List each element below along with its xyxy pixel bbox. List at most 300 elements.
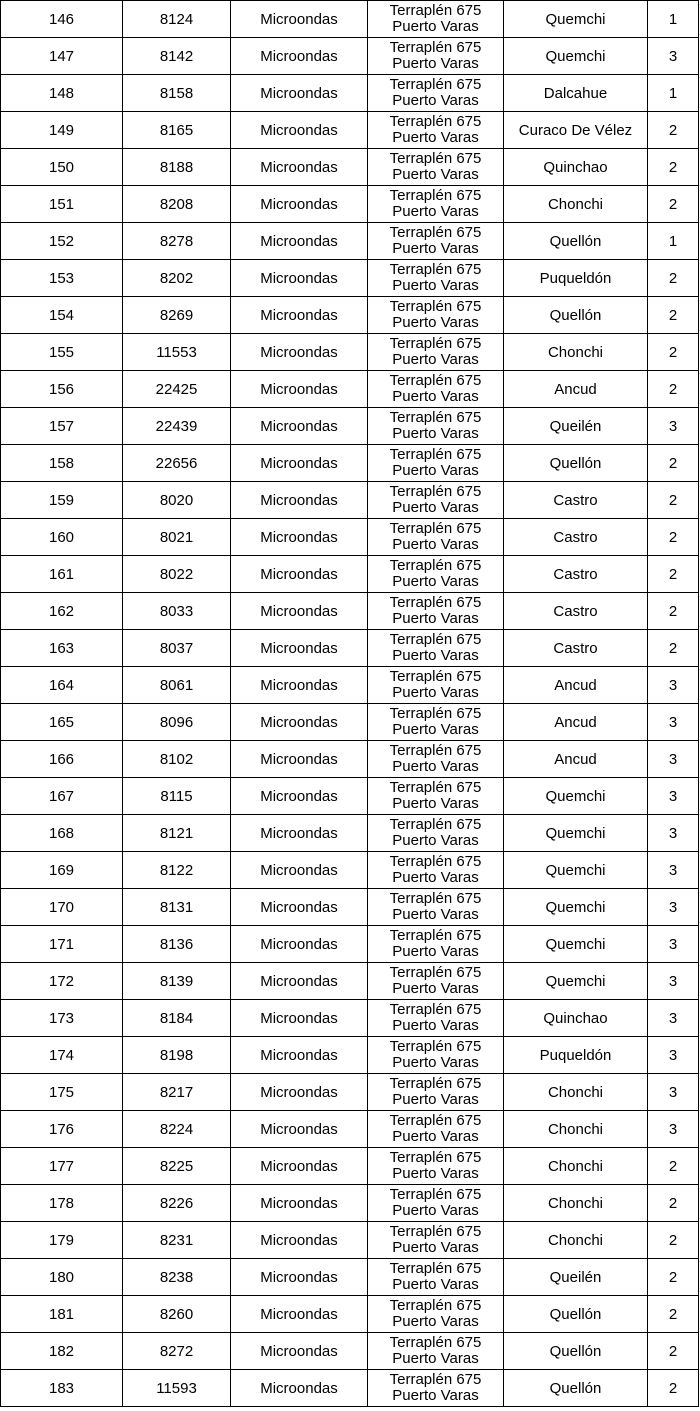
row-number-cell: 155 — [1, 334, 123, 371]
address-street: Terraplén 675 — [389, 1297, 482, 1314]
equipment-type-cell: Microondas — [231, 1333, 368, 1370]
row-number-cell: 161 — [1, 556, 123, 593]
address-street: Terraplén 675 — [389, 113, 482, 130]
comuna-cell: Quellón — [504, 297, 648, 334]
equipment-type-cell: Microondas — [231, 704, 368, 741]
address-cell — [368, 1074, 504, 1111]
equipment-type-cell: Microondas — [231, 334, 368, 371]
equipment-type-cell: Microondas — [231, 112, 368, 149]
address-city: Puerto Varas — [392, 1387, 479, 1404]
comuna-cell: Quellón — [504, 1333, 648, 1370]
address-street: Terraplén 675 — [389, 890, 482, 907]
table-row — [1, 1148, 699, 1185]
equipment-type-cell: Microondas — [231, 593, 368, 630]
code-cell: 8278 — [123, 223, 231, 260]
code-cell: 8202 — [123, 260, 231, 297]
code-cell: 8260 — [123, 1296, 231, 1333]
address-city: Puerto Varas — [392, 1054, 479, 1071]
row-number-cell: 146 — [1, 1, 123, 38]
row-number-cell: 164 — [1, 667, 123, 704]
address-street: Terraplén 675 — [389, 964, 482, 981]
address-street: Terraplén 675 — [389, 261, 482, 278]
code-cell: 11593 — [123, 1370, 231, 1407]
address-cell — [368, 112, 504, 149]
comuna-cell: Queilén — [504, 408, 648, 445]
address-city: Puerto Varas — [392, 721, 479, 738]
code-cell: 8165 — [123, 112, 231, 149]
row-number-cell: 172 — [1, 963, 123, 1000]
comuna-cell: Quemchi — [504, 815, 648, 852]
address-city: Puerto Varas — [392, 1239, 479, 1256]
quantity-cell: 3 — [648, 963, 699, 1000]
equipment-type-cell: Microondas — [231, 482, 368, 519]
comuna-cell: Quellón — [504, 223, 648, 260]
address-city: Puerto Varas — [392, 129, 479, 146]
quantity-cell: 2 — [648, 630, 699, 667]
row-number-cell: 150 — [1, 149, 123, 186]
address-city: Puerto Varas — [392, 1202, 479, 1219]
quantity-cell: 2 — [648, 556, 699, 593]
code-cell: 8115 — [123, 778, 231, 815]
quantity-cell: 3 — [648, 815, 699, 852]
address-street: Terraplén 675 — [389, 1149, 482, 1166]
code-cell: 22656 — [123, 445, 231, 482]
address-street: Terraplén 675 — [389, 372, 482, 389]
row-number-cell: 156 — [1, 371, 123, 408]
comuna-cell: Quinchao — [504, 1000, 648, 1037]
table-row — [1, 1259, 699, 1296]
address-street: Terraplén 675 — [389, 1334, 482, 1351]
quantity-cell: 2 — [648, 593, 699, 630]
comuna-cell: Quemchi — [504, 38, 648, 75]
row-number-cell: 158 — [1, 445, 123, 482]
quantity-cell: 3 — [648, 1074, 699, 1111]
address-cell — [368, 1370, 504, 1407]
equipment-type-cell: Microondas — [231, 1259, 368, 1296]
quantity-cell: 2 — [648, 1185, 699, 1222]
table-row — [1, 186, 699, 223]
address-city: Puerto Varas — [392, 166, 479, 183]
table-row — [1, 1370, 699, 1407]
row-number-cell: 154 — [1, 297, 123, 334]
table-row — [1, 1222, 699, 1259]
comuna-cell: Ancud — [504, 741, 648, 778]
address-street: Terraplén 675 — [389, 594, 482, 611]
equipment-type-cell: Microondas — [231, 815, 368, 852]
address-cell — [368, 1, 504, 38]
address-street: Terraplén 675 — [389, 76, 482, 93]
equipment-type-cell: Microondas — [231, 1222, 368, 1259]
quantity-cell: 2 — [648, 1333, 699, 1370]
equipment-type-cell: Microondas — [231, 1111, 368, 1148]
address-cell — [368, 963, 504, 1000]
equipment-type-cell: Microondas — [231, 1074, 368, 1111]
equipment-type-cell: Microondas — [231, 1, 368, 38]
address-street: Terraplén 675 — [389, 224, 482, 241]
table-row — [1, 593, 699, 630]
table-row — [1, 1, 699, 38]
quantity-cell: 3 — [648, 38, 699, 75]
quantity-cell: 3 — [648, 741, 699, 778]
address-cell — [368, 815, 504, 852]
address-street: Terraplén 675 — [389, 2, 482, 19]
address-city: Puerto Varas — [392, 573, 479, 590]
address-city: Puerto Varas — [392, 92, 479, 109]
address-city: Puerto Varas — [392, 314, 479, 331]
address-city: Puerto Varas — [392, 980, 479, 997]
table-row — [1, 519, 699, 556]
equipment-type-cell: Microondas — [231, 556, 368, 593]
quantity-cell: 1 — [648, 1, 699, 38]
equipment-type-cell: Microondas — [231, 519, 368, 556]
comuna-cell: Ancud — [504, 667, 648, 704]
table-row — [1, 778, 699, 815]
comuna-cell: Puqueldón — [504, 260, 648, 297]
address-city: Puerto Varas — [392, 1276, 479, 1293]
address-cell — [368, 1000, 504, 1037]
address-street: Terraplén 675 — [389, 39, 482, 56]
table-row — [1, 408, 699, 445]
table-row — [1, 741, 699, 778]
equipment-type-cell: Microondas — [231, 1148, 368, 1185]
address-street: Terraplén 675 — [389, 557, 482, 574]
address-cell — [368, 889, 504, 926]
equipment-type-cell: Microondas — [231, 149, 368, 186]
address-city: Puerto Varas — [392, 795, 479, 812]
code-cell: 8124 — [123, 1, 231, 38]
table-row — [1, 556, 699, 593]
row-number-cell: 180 — [1, 1259, 123, 1296]
table-row — [1, 1074, 699, 1111]
address-city: Puerto Varas — [392, 388, 479, 405]
row-number-cell: 170 — [1, 889, 123, 926]
row-number-cell: 165 — [1, 704, 123, 741]
address-street: Terraplén 675 — [389, 1038, 482, 1055]
address-city: Puerto Varas — [392, 1313, 479, 1330]
comuna-cell: Quemchi — [504, 1, 648, 38]
address-cell — [368, 556, 504, 593]
equipment-type-cell: Microondas — [231, 1185, 368, 1222]
table-row — [1, 1000, 699, 1037]
equipment-type-cell: Microondas — [231, 38, 368, 75]
comuna-cell: Quinchao — [504, 149, 648, 186]
comuna-cell: Quemchi — [504, 778, 648, 815]
row-number-cell: 163 — [1, 630, 123, 667]
address-street: Terraplén 675 — [389, 1223, 482, 1240]
code-cell: 22425 — [123, 371, 231, 408]
quantity-cell: 2 — [648, 519, 699, 556]
quantity-cell: 2 — [648, 1148, 699, 1185]
row-number-cell: 157 — [1, 408, 123, 445]
address-cell — [368, 704, 504, 741]
address-street: Terraplén 675 — [389, 409, 482, 426]
address-city: Puerto Varas — [392, 610, 479, 627]
address-cell — [368, 186, 504, 223]
address-cell — [368, 482, 504, 519]
equipment-type-cell: Microondas — [231, 186, 368, 223]
address-city: Puerto Varas — [392, 240, 479, 257]
equipment-type-cell: Microondas — [231, 667, 368, 704]
table-row — [1, 445, 699, 482]
table-row — [1, 926, 699, 963]
quantity-cell: 3 — [648, 667, 699, 704]
address-cell — [368, 334, 504, 371]
comuna-cell: Castro — [504, 593, 648, 630]
quantity-cell: 3 — [648, 1000, 699, 1037]
code-cell: 8188 — [123, 149, 231, 186]
address-city: Puerto Varas — [392, 758, 479, 775]
equipment-type-cell: Microondas — [231, 408, 368, 445]
address-street: Terraplén 675 — [389, 298, 482, 315]
table-row — [1, 297, 699, 334]
address-street: Terraplén 675 — [389, 816, 482, 833]
code-cell: 8184 — [123, 1000, 231, 1037]
code-cell: 8061 — [123, 667, 231, 704]
row-number-cell: 171 — [1, 926, 123, 963]
table-row — [1, 149, 699, 186]
row-number-cell: 175 — [1, 1074, 123, 1111]
code-cell: 8208 — [123, 186, 231, 223]
address-city: Puerto Varas — [392, 425, 479, 442]
code-cell: 8139 — [123, 963, 231, 1000]
address-city: Puerto Varas — [392, 351, 479, 368]
equipment-type-cell: Microondas — [231, 297, 368, 334]
address-city: Puerto Varas — [392, 869, 479, 886]
comuna-cell: Ancud — [504, 371, 648, 408]
quantity-cell: 2 — [648, 1370, 699, 1407]
quantity-cell: 3 — [648, 1111, 699, 1148]
table-row — [1, 1111, 699, 1148]
address-street: Terraplén 675 — [389, 1371, 482, 1388]
comuna-cell: Chonchi — [504, 186, 648, 223]
address-cell — [368, 667, 504, 704]
table-row — [1, 889, 699, 926]
comuna-cell: Quellón — [504, 445, 648, 482]
table-row — [1, 1185, 699, 1222]
quantity-cell: 2 — [648, 1296, 699, 1333]
address-cell — [368, 408, 504, 445]
row-number-cell: 174 — [1, 1037, 123, 1074]
code-cell: 8158 — [123, 75, 231, 112]
code-cell: 22439 — [123, 408, 231, 445]
address-city: Puerto Varas — [392, 55, 479, 72]
table-row — [1, 260, 699, 297]
address-city: Puerto Varas — [392, 1350, 479, 1367]
comuna-cell: Chonchi — [504, 1074, 648, 1111]
quantity-cell: 3 — [648, 408, 699, 445]
row-number-cell: 177 — [1, 1148, 123, 1185]
code-cell: 8231 — [123, 1222, 231, 1259]
comuna-cell: Chonchi — [504, 1185, 648, 1222]
row-number-cell: 179 — [1, 1222, 123, 1259]
address-cell — [368, 852, 504, 889]
address-cell — [368, 75, 504, 112]
table-row — [1, 1333, 699, 1370]
comuna-cell: Quemchi — [504, 963, 648, 1000]
quantity-cell: 2 — [648, 482, 699, 519]
comuna-cell: Quellón — [504, 1296, 648, 1333]
address-city: Puerto Varas — [392, 1128, 479, 1145]
address-cell — [368, 926, 504, 963]
comuna-cell: Chonchi — [504, 1148, 648, 1185]
equipment-type-cell: Microondas — [231, 963, 368, 1000]
quantity-cell: 2 — [648, 445, 699, 482]
address-cell — [368, 593, 504, 630]
row-number-cell: 169 — [1, 852, 123, 889]
address-street: Terraplén 675 — [389, 335, 482, 352]
address-cell — [368, 1148, 504, 1185]
address-street: Terraplén 675 — [389, 1001, 482, 1018]
address-city: Puerto Varas — [392, 18, 479, 35]
table-row — [1, 334, 699, 371]
row-number-cell: 178 — [1, 1185, 123, 1222]
table-row — [1, 852, 699, 889]
quantity-cell: 1 — [648, 223, 699, 260]
address-cell — [368, 149, 504, 186]
row-number-cell: 176 — [1, 1111, 123, 1148]
equipment-type-cell: Microondas — [231, 371, 368, 408]
table-row — [1, 112, 699, 149]
quantity-cell: 2 — [648, 297, 699, 334]
address-cell — [368, 741, 504, 778]
address-street: Terraplén 675 — [389, 187, 482, 204]
address-city: Puerto Varas — [392, 499, 479, 516]
address-street: Terraplén 675 — [389, 1260, 482, 1277]
table-row — [1, 704, 699, 741]
address-street: Terraplén 675 — [389, 1112, 482, 1129]
address-city: Puerto Varas — [392, 536, 479, 553]
equipment-type-cell: Microondas — [231, 75, 368, 112]
comuna-cell: Castro — [504, 519, 648, 556]
quantity-cell: 3 — [648, 852, 699, 889]
address-cell — [368, 223, 504, 260]
row-number-cell: 159 — [1, 482, 123, 519]
comuna-cell: Quellón — [504, 1370, 648, 1407]
code-cell: 8131 — [123, 889, 231, 926]
address-street: Terraplén 675 — [389, 705, 482, 722]
comuna-cell: Dalcahue — [504, 75, 648, 112]
quantity-cell: 2 — [648, 334, 699, 371]
quantity-cell: 2 — [648, 186, 699, 223]
comuna-cell: Castro — [504, 482, 648, 519]
quantity-cell: 3 — [648, 1037, 699, 1074]
comuna-cell: Castro — [504, 556, 648, 593]
equipment-type-cell: Microondas — [231, 260, 368, 297]
equipment-type-cell: Microondas — [231, 1037, 368, 1074]
code-cell: 8121 — [123, 815, 231, 852]
equipment-type-cell: Microondas — [231, 778, 368, 815]
address-cell — [368, 1296, 504, 1333]
table-row — [1, 815, 699, 852]
address-city: Puerto Varas — [392, 906, 479, 923]
row-number-cell: 149 — [1, 112, 123, 149]
address-city: Puerto Varas — [392, 1165, 479, 1182]
equipment-type-cell: Microondas — [231, 1370, 368, 1407]
code-cell: 8022 — [123, 556, 231, 593]
quantity-cell: 2 — [648, 1222, 699, 1259]
comuna-cell: Curaco De Vélez — [504, 112, 648, 149]
address-street: Terraplén 675 — [389, 1186, 482, 1203]
comuna-cell: Quemchi — [504, 926, 648, 963]
row-number-cell: 182 — [1, 1333, 123, 1370]
address-cell — [368, 1333, 504, 1370]
address-cell — [368, 1222, 504, 1259]
code-cell: 11553 — [123, 334, 231, 371]
address-cell — [368, 371, 504, 408]
equipment-type-cell: Microondas — [231, 852, 368, 889]
address-cell — [368, 1111, 504, 1148]
row-number-cell: 167 — [1, 778, 123, 815]
row-number-cell: 181 — [1, 1296, 123, 1333]
comuna-cell: Quemchi — [504, 852, 648, 889]
address-street: Terraplén 675 — [389, 742, 482, 759]
address-city: Puerto Varas — [392, 943, 479, 960]
table-row — [1, 482, 699, 519]
table-row — [1, 1296, 699, 1333]
code-cell: 8037 — [123, 630, 231, 667]
row-number-cell: 152 — [1, 223, 123, 260]
address-street: Terraplén 675 — [389, 631, 482, 648]
address-cell — [368, 1259, 504, 1296]
address-city: Puerto Varas — [392, 1091, 479, 1108]
table-row — [1, 223, 699, 260]
code-cell: 8224 — [123, 1111, 231, 1148]
address-city: Puerto Varas — [392, 1017, 479, 1034]
address-street: Terraplén 675 — [389, 520, 482, 537]
address-city: Puerto Varas — [392, 684, 479, 701]
comuna-cell: Quemchi — [504, 889, 648, 926]
equipment-type-cell: Microondas — [231, 630, 368, 667]
code-cell: 8238 — [123, 1259, 231, 1296]
address-city: Puerto Varas — [392, 647, 479, 664]
quantity-cell: 3 — [648, 926, 699, 963]
quantity-cell: 3 — [648, 889, 699, 926]
row-number-cell: 168 — [1, 815, 123, 852]
address-street: Terraplén 675 — [389, 1075, 482, 1092]
quantity-cell: 2 — [648, 112, 699, 149]
comuna-cell: Chonchi — [504, 1111, 648, 1148]
table-row — [1, 667, 699, 704]
comuna-cell: Chonchi — [504, 334, 648, 371]
table-body — [1, 1, 699, 1407]
equipment-type-cell: Microondas — [231, 741, 368, 778]
table-row — [1, 1037, 699, 1074]
code-cell: 8102 — [123, 741, 231, 778]
row-number-cell: 173 — [1, 1000, 123, 1037]
address-cell — [368, 1185, 504, 1222]
address-street: Terraplén 675 — [389, 927, 482, 944]
equipment-type-cell: Microondas — [231, 223, 368, 260]
code-cell: 8269 — [123, 297, 231, 334]
comuna-cell: Ancud — [504, 704, 648, 741]
code-cell: 8142 — [123, 38, 231, 75]
table-row — [1, 630, 699, 667]
code-cell: 8020 — [123, 482, 231, 519]
table-row — [1, 38, 699, 75]
table-row — [1, 963, 699, 1000]
code-cell: 8033 — [123, 593, 231, 630]
quantity-cell: 2 — [648, 149, 699, 186]
row-number-cell: 148 — [1, 75, 123, 112]
address-cell — [368, 260, 504, 297]
quantity-cell: 2 — [648, 371, 699, 408]
comuna-cell: Queilén — [504, 1259, 648, 1296]
table-row — [1, 371, 699, 408]
address-street: Terraplén 675 — [389, 446, 482, 463]
quantity-cell: 3 — [648, 778, 699, 815]
equipment-type-cell: Microondas — [231, 889, 368, 926]
address-city: Puerto Varas — [392, 462, 479, 479]
